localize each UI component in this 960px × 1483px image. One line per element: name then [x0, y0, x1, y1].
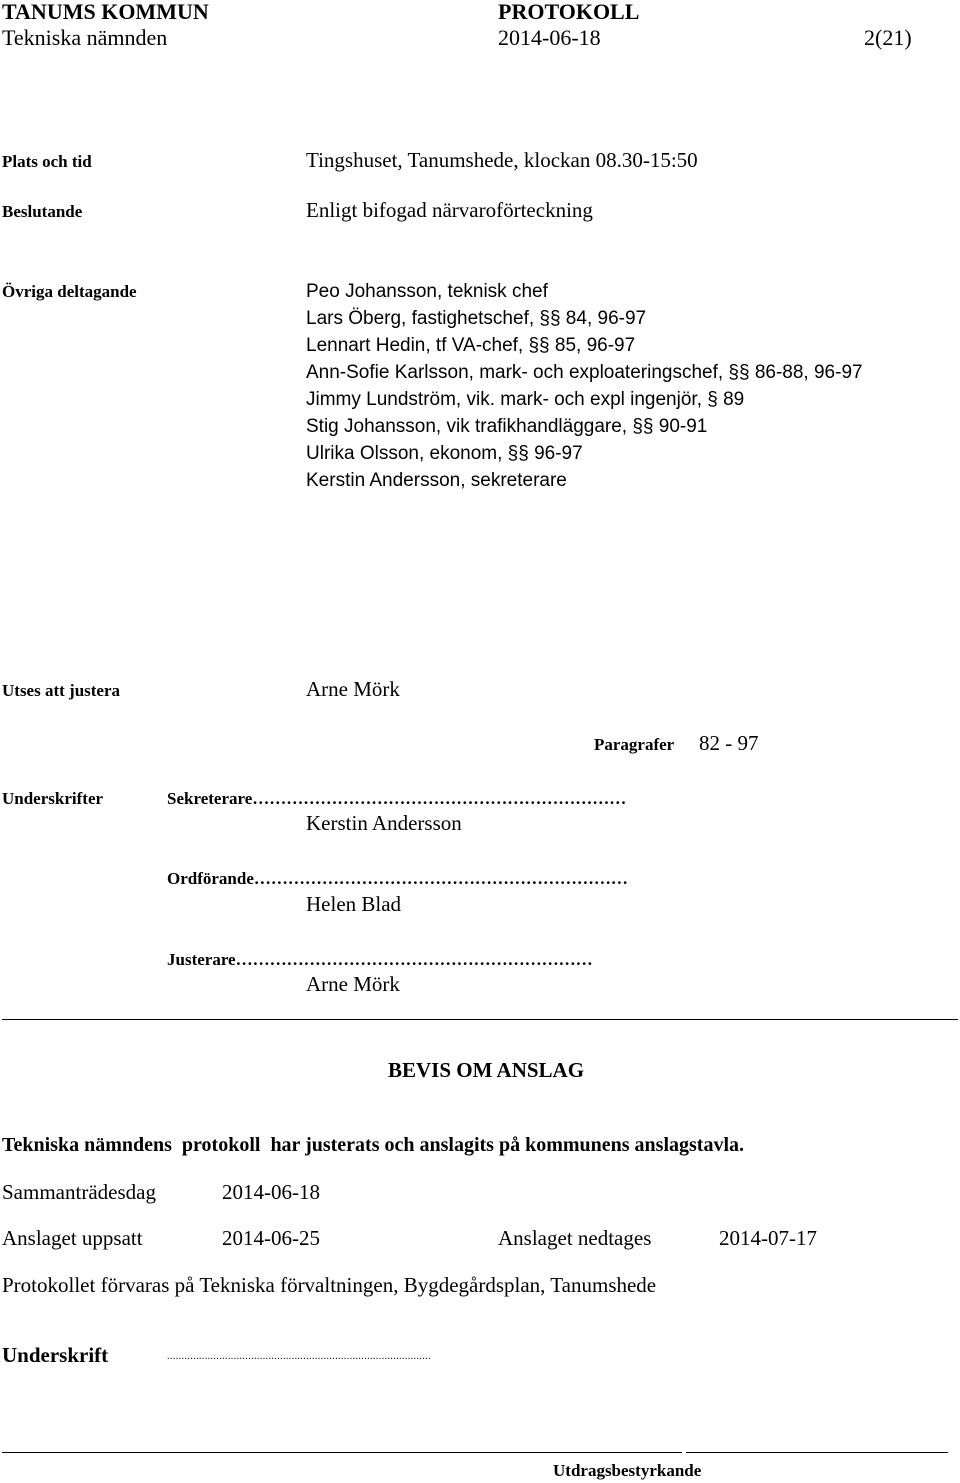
chair-signature-line: Ordförande………………………………………………………… — [167, 869, 628, 888]
meeting-date-value: 2014-06-18 — [222, 1180, 320, 1204]
notice-title: BEVIS OM ANSLAG — [388, 1058, 585, 1082]
adjuster-select-label: Utses att justera — [2, 681, 121, 700]
other-participants-label: Övriga deltagande — [2, 282, 137, 301]
participant-item: Stig Johansson, vik trafikhandläggare, §§ 90-91 — [306, 416, 708, 437]
secretary-signature-line: Sekreterare………………………………………………………… — [167, 789, 627, 808]
decision-makers-value: Enligt bifogad närvaroförteckning — [306, 198, 593, 222]
committee-name: Tekniska nämnden — [2, 25, 168, 50]
place-value: Tingshuset, Tanumshede, klockan 08.30-15:50 — [306, 148, 698, 172]
extract-certification-label: Utdragsbestyrkande — [553, 1461, 702, 1480]
notice-statement: Tekniska nämndens protokoll har justerats och anslagits på kommunens anslagstavla. — [2, 1134, 745, 1156]
municipality-name: TANUMS KOMMUN — [2, 0, 209, 24]
participant-item: Ann-Sofie Karlsson, mark- och exploateringschef, §§ 86-88, 96-97 — [306, 362, 863, 383]
participant-item: Peo Johansson, teknisk chef — [306, 281, 548, 302]
signatures-label: Underskrifter — [2, 789, 104, 808]
adjuster-name: Arne Mörk — [306, 972, 400, 996]
participant-item: Kerstin Andersson, sekreterare — [306, 470, 567, 491]
signature-label: Underskrift — [2, 1343, 109, 1367]
header-date: 2014-06-18 — [498, 25, 601, 50]
storage-statement: Protokollet förvaras på Tekniska förvaltningen, Bygdegårdsplan, Tanumshede — [2, 1273, 657, 1297]
paragraphs-label: Paragrafer — [594, 735, 675, 754]
adjuster-select-name: Arne Mörk — [306, 677, 400, 701]
section-divider — [2, 1019, 958, 1020]
posted-label: Anslaget uppsatt — [2, 1226, 143, 1250]
participant-list — [306, 278, 863, 494]
posted-value: 2014-06-25 — [222, 1226, 320, 1250]
participant-item: Lennart Hedin, tf VA-chef, §§ 85, 96-97 — [306, 335, 636, 356]
footer-rule-left — [2, 1452, 682, 1453]
secretary-name: Kerstin Andersson — [306, 811, 462, 835]
place-label: Plats och tid — [2, 152, 92, 171]
participant-item: Lars Öberg, fastighetschef, §§ 84, 96-97 — [306, 308, 647, 329]
meeting-date-label: Sammanträdesdag — [2, 1180, 156, 1204]
removed-value: 2014-07-17 — [719, 1226, 817, 1250]
chair-name: Helen Blad — [306, 892, 402, 916]
decision-makers-label: Beslutande — [2, 202, 83, 221]
page-number: 2(21) — [864, 25, 912, 50]
participant-item: Ulrika Olsson, ekonom, §§ 96-97 — [306, 443, 583, 464]
signature-dotted-line: ........................................................................................... — [167, 1351, 431, 1362]
participant-item: Jimmy Lundström, vik. mark- och expl ingenjör, § 89 — [306, 389, 745, 410]
paragraphs-value: 82 - 97 — [699, 731, 759, 755]
removed-label: Anslaget nedtages — [498, 1226, 652, 1250]
adjuster-signature-line: Justerare……………………………………………………… — [167, 950, 593, 969]
document-type: PROTOKOLL — [498, 0, 640, 24]
footer-rule-right — [686, 1452, 948, 1453]
